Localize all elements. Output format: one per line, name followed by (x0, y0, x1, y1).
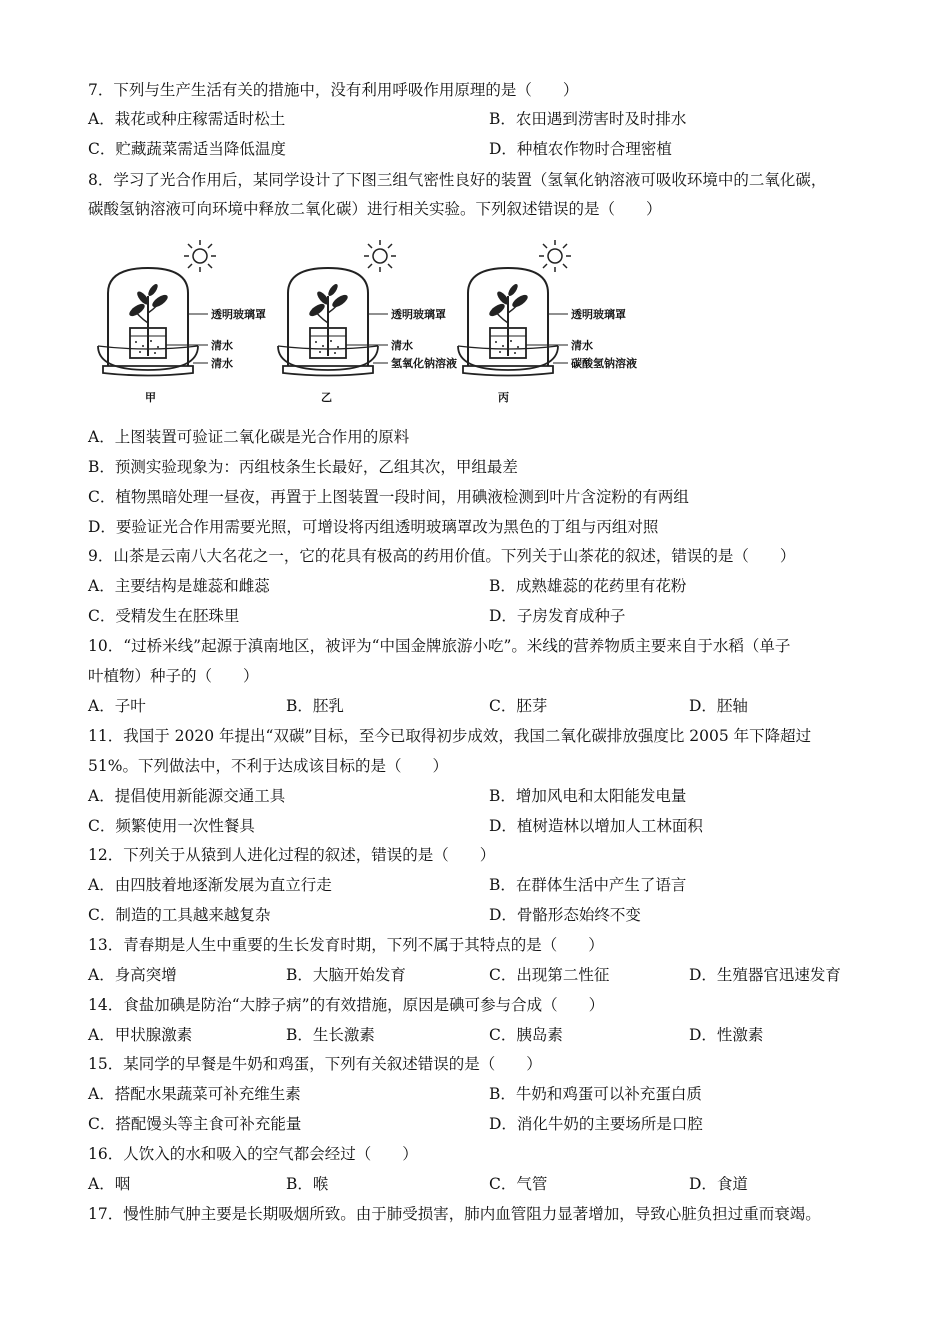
question-12-stem: 12．下列关于从猿到人进化过程的叙述，错误的是（ ） (88, 846, 496, 864)
experiment-figure (95, 228, 650, 413)
question-12-option-b: B．在群体生活中产生了语言 (489, 876, 687, 894)
question-10-stem-line-1: 10．“过桥米线”起源于滇南地区，被评为“中国金牌旅游小吃”。米线的营养物质主要来自于水稻（单子 (88, 637, 791, 655)
label-glass-yi: 透明玻璃罩 (391, 308, 446, 321)
question-7-stem: 7．下列与生产生活有关的措施中，没有利用呼吸作用原理的是（ ） (88, 81, 579, 99)
question-12-option-a: A．由四肢着地逐渐发展为直立行走 (88, 876, 332, 894)
question-15-option-c: C．搭配馒头等主食可补充能量 (88, 1115, 302, 1133)
question-13-option-b: B．大脑开始发育 (286, 966, 406, 984)
caption-yi: 乙 (321, 391, 332, 404)
apparatus-jia (98, 268, 208, 376)
question-8-stem-line-2: 碳酸氢钠溶液可向环境中释放二氧化碳）进行相关实验。下列叙述错误的是（ ） (88, 200, 662, 218)
question-7-option-c: C．贮藏蔬菜需适当降低温度 (88, 140, 286, 158)
question-8-option-b: B．预测实验现象为：丙组枝条生长最好，乙组其次，甲组最差 (88, 458, 518, 476)
question-10-option-d: D．胚轴 (689, 697, 748, 715)
question-11-option-d: D．植树造林以增加人工林面积 (489, 817, 703, 835)
question-12-option-d: D．骨骼形态始终不变 (489, 906, 641, 924)
label-bottom-bing: 碳酸氢钠溶液 (571, 357, 637, 370)
sun-icon (364, 240, 396, 272)
question-15-option-d: D．消化牛奶的主要场所是口腔 (489, 1115, 703, 1133)
apparatus-bing (458, 268, 568, 376)
caption-jia: 甲 (145, 391, 156, 404)
question-8-option-d: D．要验证光合作用需要光照，可增设将丙组透明玻璃罩改为黑色的丁组与丙组对照 (88, 518, 659, 536)
question-8-option-c: C．植物黑暗处理一昼夜，再置于上图装置一段时间，用碘液检测到叶片含淀粉的有两组 (88, 488, 689, 506)
question-11-stem-line-2: 51%。下列做法中，不利于达成该目标的是（ ） (88, 757, 448, 775)
question-10-option-c: C．胚芽 (489, 697, 548, 715)
label-glass-bing: 透明玻璃罩 (571, 308, 626, 321)
question-10-option-a: A．子叶 (88, 697, 146, 715)
question-10-stem-line-2: 叶植物）种子的（ ） (88, 667, 259, 685)
question-16-stem: 16．人饮入的水和吸入的空气都会经过（ ） (88, 1145, 418, 1163)
apparatus-yi (278, 268, 388, 376)
question-9-option-c: C．受精发生在胚珠里 (88, 607, 240, 625)
question-17-stem: 17．慢性肺气肿主要是长期吸烟所致。由于肺受损害，肺内血管阻力显著增加，导致心脏负担过重而衰竭。 (88, 1205, 821, 1223)
question-12-option-c: C．制造的工具越来越复杂 (88, 906, 271, 924)
caption-bing: 丙 (498, 391, 509, 404)
question-14-option-d: D．性激素 (689, 1026, 764, 1044)
question-16-option-d: D．食道 (689, 1175, 748, 1193)
label-glass-jia: 透明玻璃罩 (211, 308, 266, 321)
question-11-option-a: A．提倡使用新能源交通工具 (88, 787, 286, 805)
question-11-stem-line-1: 11．我国于 2020 年提出“双碳”目标，至今已取得初步成效，我国二氧化碳排放强度比 2005 年下降超过 (88, 727, 812, 745)
question-8-stem-line-1: 8．学习了光合作用后，某同学设计了下图三组气密性良好的装置（氢氧化钠溶液可吸收环境中的二氧化碳， (88, 171, 827, 189)
question-16-option-c: C．气管 (489, 1175, 548, 1193)
question-13-stem: 13．青春期是人生中重要的生长发育时期，下列不属于其特点的是（ ） (88, 936, 604, 954)
question-7-option-b: B．农田遇到涝害时及时排水 (489, 110, 687, 128)
question-10-option-b: B．胚乳 (286, 697, 344, 715)
question-7-option-a: A．栽花或种庄稼需适时松土 (88, 110, 286, 128)
question-9-option-d: D．子房发育成种子 (489, 607, 626, 625)
question-9-stem: 9．山茶是云南八大名花之一，它的花具有极高的药用价值。下列关于山茶花的叙述，错误的是（ ） (88, 547, 796, 565)
question-13-option-a: A．身高突增 (88, 966, 177, 984)
label-water-bing: 清水 (571, 339, 593, 352)
label-bottom-jia: 清水 (211, 357, 233, 370)
sun-icon (184, 240, 216, 272)
label-bottom-yi: 氢氧化钠溶液 (391, 357, 457, 370)
question-8-option-a: A．上图装置可验证二氧化碳是光合作用的原料 (88, 428, 410, 446)
question-11-option-c: C．频繁使用一次性餐具 (88, 817, 255, 835)
label-water-jia: 清水 (211, 339, 233, 352)
question-15-option-b: B．牛奶和鸡蛋可以补充蛋白质 (489, 1085, 702, 1103)
sun-icon (539, 240, 571, 272)
question-15-option-a: A．搭配水果蔬菜可补充维生素 (88, 1085, 301, 1103)
label-water-yi: 清水 (391, 339, 413, 352)
question-9-option-a: A．主要结构是雄蕊和雌蕊 (88, 577, 270, 595)
question-16-option-a: A．咽 (88, 1175, 131, 1193)
question-16-option-b: B．喉 (286, 1175, 329, 1193)
question-14-option-b: B．生长激素 (286, 1026, 375, 1044)
question-14-option-c: C．胰岛素 (489, 1026, 563, 1044)
question-13-option-d: D．生殖器官迅速发育 (689, 966, 841, 984)
question-11-option-b: B．增加风电和太阳能发电量 (489, 787, 687, 805)
question-15-stem: 15．某同学的早餐是牛奶和鸡蛋，下列有关叙述错误的是（ ） (88, 1055, 542, 1073)
question-14-option-a: A．甲状腺激素 (88, 1026, 193, 1044)
question-9-option-b: B．成熟雄蕊的花药里有花粉 (489, 577, 687, 595)
question-7-option-d: D．种植农作物时合理密植 (489, 140, 672, 158)
question-14-stem: 14．食盐加碘是防治“大脖子病”的有效措施，原因是碘可参与合成（ ） (88, 996, 605, 1014)
question-13-option-c: C．出现第二性征 (489, 966, 610, 984)
